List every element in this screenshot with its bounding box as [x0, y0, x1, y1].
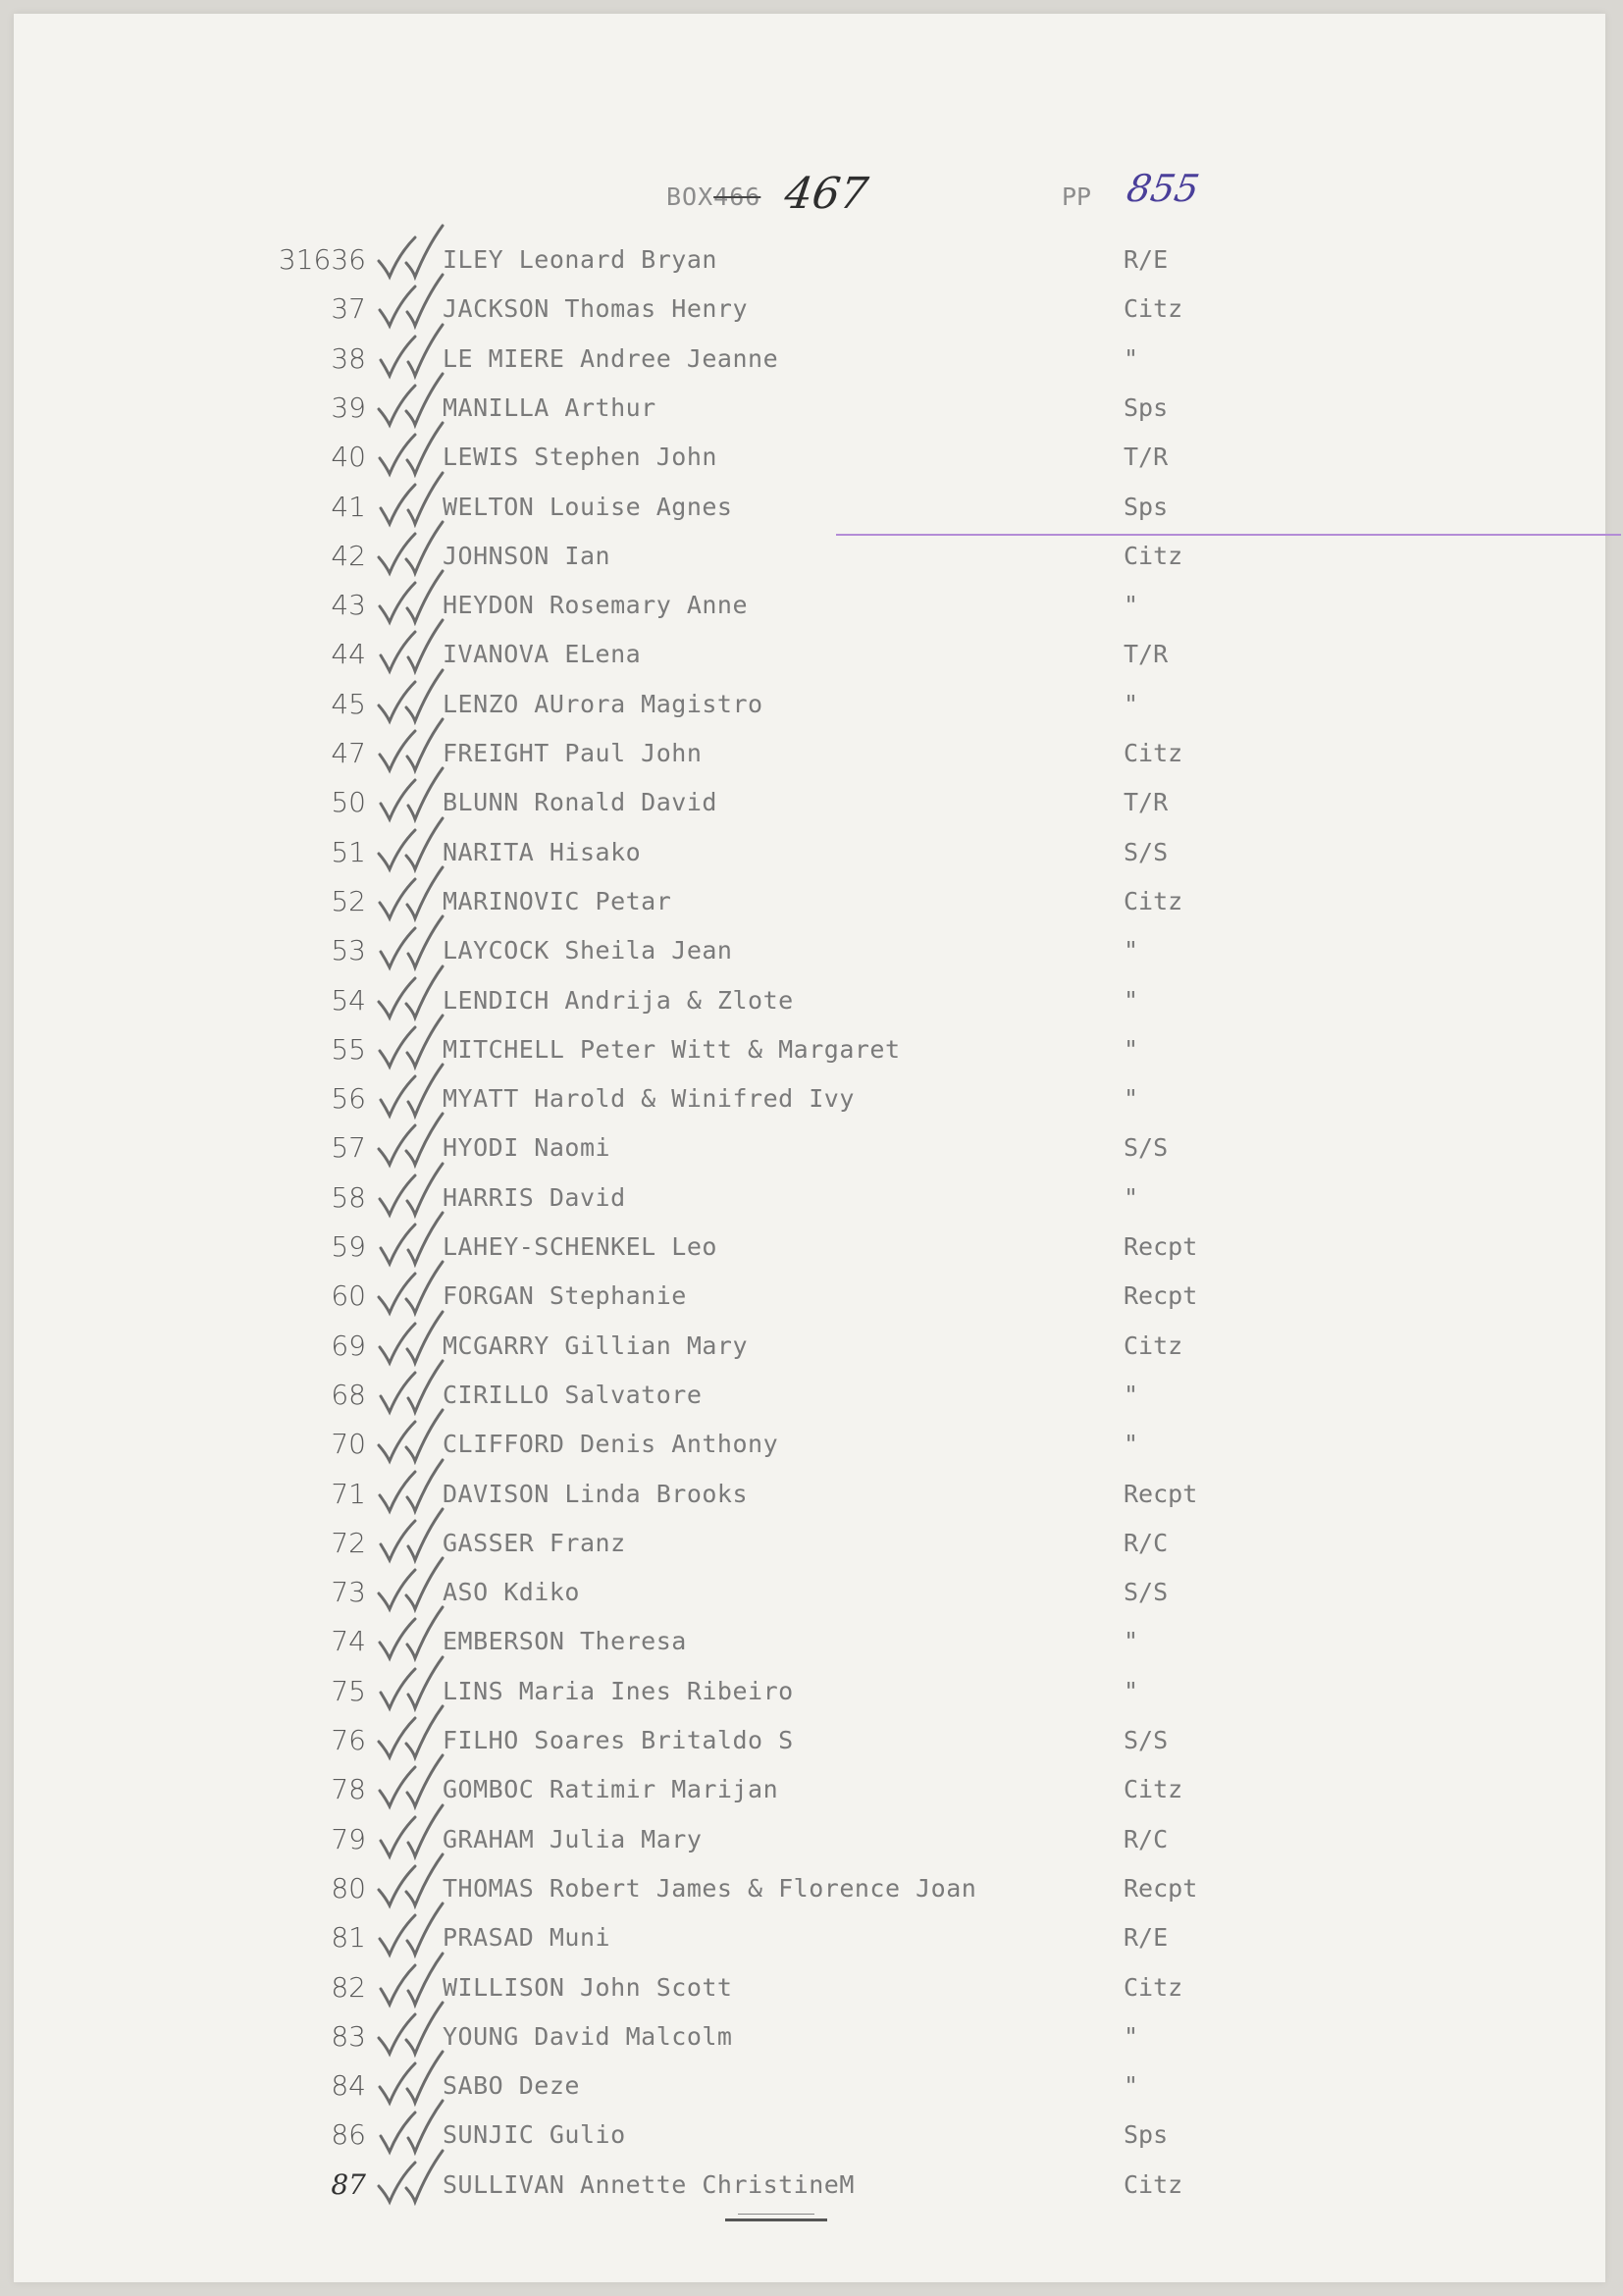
- entry-status: Citz: [1124, 2169, 1183, 2199]
- entry-name: GOMBOC Ratimir Marijan: [443, 1775, 779, 1804]
- table-row: [14, 1817, 1605, 1864]
- entry-name: IVANOVA ELena: [443, 640, 642, 669]
- entry-status: R/C: [1124, 1528, 1169, 1557]
- table-row: [14, 485, 1605, 532]
- entry-number: 53: [331, 934, 366, 967]
- entry-number: 39: [331, 391, 366, 424]
- entry-number: 55: [331, 1032, 366, 1066]
- entry-name: YOUNG David Malcolm: [443, 2021, 733, 2051]
- entry-name: LAHEY-SCHENKEL Leo: [443, 1232, 717, 1261]
- entry-status: Recpt: [1124, 1281, 1198, 1311]
- entry-number: 57: [331, 1131, 366, 1165]
- entry-status: Sps: [1124, 2120, 1169, 2150]
- table-row: [14, 1274, 1605, 1321]
- entry-number: 81: [331, 1921, 366, 1955]
- table-row: [14, 2014, 1605, 2061]
- entry-status: ": [1124, 1430, 1139, 1459]
- entry-number: 68: [331, 1378, 366, 1411]
- table-row: [14, 1125, 1605, 1173]
- entry-number: 51: [331, 835, 366, 868]
- entry-status: S/S: [1124, 837, 1169, 866]
- entry-name: GASSER Franz: [443, 1528, 626, 1557]
- box-handwritten-number: 467: [781, 169, 871, 219]
- table-row: [14, 1570, 1605, 1617]
- entry-number: 47: [331, 737, 366, 769]
- table-row: [14, 583, 1605, 630]
- entry-number: 40: [331, 441, 366, 474]
- entry-name: MANILLA Arthur: [443, 392, 656, 422]
- table-row: [14, 928, 1605, 975]
- entry-name: EMBERSON Theresa: [443, 1627, 687, 1656]
- entry-name: FREIGHT Paul John: [443, 739, 703, 767]
- entry-number: 78: [331, 1773, 366, 1806]
- entry-name: HARRIS David: [443, 1182, 626, 1212]
- table-row: [14, 1965, 1605, 2012]
- entry-number: 76: [331, 1724, 366, 1756]
- entry-name: WELTON Louise Agnes: [443, 492, 733, 521]
- entry-status: S/S: [1124, 1726, 1169, 1754]
- entry-status: ": [1124, 2021, 1139, 2051]
- table-row: [14, 879, 1605, 926]
- entry-status: ": [1124, 689, 1139, 718]
- entry-status: ": [1124, 1034, 1139, 1064]
- entry-name: FORGAN Stephanie: [443, 1281, 687, 1311]
- entry-name: BLUNN Ronald David: [443, 788, 717, 817]
- entry-number: 73: [331, 1576, 366, 1609]
- table-row: [14, 1521, 1605, 1568]
- entry-number: 56: [331, 1082, 366, 1116]
- entry-number: 72: [331, 1526, 366, 1559]
- entry-name: LE MIERE Andree Jeanne: [443, 343, 779, 373]
- entry-status: ": [1124, 1380, 1139, 1409]
- entry-status: T/R: [1124, 788, 1169, 817]
- table-row: [14, 287, 1605, 334]
- table-row: [14, 1472, 1605, 1519]
- table-row: [14, 1324, 1605, 1371]
- table-row: [14, 2163, 1605, 2210]
- table-row: [14, 1373, 1605, 1420]
- entry-number: 83: [331, 2019, 366, 2053]
- table-row: [14, 1669, 1605, 1716]
- entry-status: ": [1124, 343, 1139, 373]
- entry-status: ": [1124, 985, 1139, 1015]
- entry-number: 41: [331, 490, 366, 523]
- table-row: [14, 780, 1605, 827]
- entry-number: 60: [331, 1279, 366, 1313]
- entry-number: 80: [331, 1871, 366, 1905]
- entry-status: S/S: [1124, 1578, 1169, 1607]
- entry-status: T/R: [1124, 640, 1169, 669]
- entry-name: ILEY Leonard Bryan: [443, 245, 717, 274]
- table-row: [14, 1027, 1605, 1074]
- entry-name: MITCHELL Peter Witt & Margaret: [443, 1034, 901, 1064]
- entry-number: 43: [331, 589, 366, 622]
- table-row: [14, 337, 1605, 384]
- entry-number: 75: [331, 1674, 366, 1707]
- box-struck-number: 466: [713, 183, 761, 211]
- entry-status: ": [1124, 1182, 1139, 1212]
- entry-status: R/C: [1124, 1824, 1169, 1853]
- entry-name: SUNJIC Gulio: [443, 2120, 626, 2150]
- entry-name: LENZO AUrora Magistro: [443, 689, 763, 718]
- table-row: [14, 2063, 1605, 2111]
- table-row: [14, 632, 1605, 679]
- box-label-text: BOX: [666, 183, 714, 211]
- entry-status: ": [1124, 1676, 1139, 1705]
- entry-name: WILLISON John Scott: [443, 1972, 733, 2002]
- entry-name: GRAHAM Julia Mary: [443, 1824, 703, 1853]
- table-row: [14, 1225, 1605, 1272]
- entry-name: LAYCOCK Sheila Jean: [443, 936, 733, 965]
- entry-name: HYODI Naomi: [443, 1133, 611, 1163]
- entry-name: JOHNSON Ian: [443, 541, 611, 570]
- entry-status: Citz: [1124, 1775, 1183, 1804]
- entry-status: Citz: [1124, 1972, 1183, 2002]
- entry-number: 82: [331, 1970, 366, 2004]
- entry-number: 54: [331, 983, 366, 1017]
- entry-number: 70: [331, 1428, 366, 1461]
- table-row: [14, 731, 1605, 778]
- table-row: [14, 2113, 1605, 2160]
- table-row: [14, 1422, 1605, 1469]
- entry-name: DAVISON Linda Brooks: [443, 1479, 749, 1508]
- footer-rule-top: [738, 2214, 814, 2215]
- entry-number: 69: [331, 1329, 366, 1362]
- entry-number: 52: [331, 884, 366, 917]
- entry-name: CIRILLO Salvatore: [443, 1380, 703, 1409]
- entry-name: JACKSON Thomas Henry: [443, 294, 749, 324]
- entry-status: Citz: [1124, 541, 1183, 570]
- table-row: [14, 1866, 1605, 1913]
- entry-status: Sps: [1124, 492, 1169, 521]
- entry-name: LEWIS Stephen John: [443, 443, 717, 472]
- entry-status: Sps: [1124, 392, 1169, 422]
- entry-number: 71: [331, 1477, 366, 1510]
- entry-name: SULLIVAN Annette ChristineM: [443, 2169, 855, 2199]
- entry-status: Citz: [1124, 886, 1183, 915]
- entry-status: T/R: [1124, 443, 1169, 472]
- pp-label: PP: [1062, 183, 1092, 211]
- pp-handwritten-number: 855: [1124, 167, 1203, 210]
- table-row: [14, 978, 1605, 1025]
- table-row: [14, 237, 1605, 285]
- table-row: [14, 386, 1605, 433]
- entry-number: 31636: [278, 243, 366, 276]
- entry-name: CLIFFORD Denis Anthony: [443, 1430, 779, 1459]
- entry-status: ": [1124, 2071, 1139, 2101]
- entry-status: S/S: [1124, 1133, 1169, 1163]
- entry-status: Recpt: [1124, 1232, 1198, 1261]
- entry-name: MYATT Harold & Winifred Ivy: [443, 1084, 855, 1114]
- entry-status: ": [1124, 591, 1139, 620]
- document-page: [14, 14, 1605, 2282]
- entry-status: ": [1124, 1627, 1139, 1656]
- table-row: [14, 1767, 1605, 1814]
- entry-number: 38: [331, 341, 366, 375]
- entry-status: R/E: [1124, 1923, 1169, 1953]
- entry-name: ASO Kdiko: [443, 1578, 580, 1607]
- table-row: [14, 1718, 1605, 1765]
- entry-name: THOMAS Robert James & Florence Joan: [443, 1873, 977, 1903]
- table-row: [14, 435, 1605, 482]
- entry-name: LINS Maria Ines Ribeiro: [443, 1676, 794, 1705]
- entry-name: FILHO Soares Britaldo S: [443, 1726, 794, 1754]
- entry-status: Citz: [1124, 739, 1183, 767]
- entry-status: Recpt: [1124, 1479, 1198, 1508]
- entry-status: ": [1124, 936, 1139, 965]
- entry-name: PRASAD Muni: [443, 1923, 611, 1953]
- table-row: [14, 682, 1605, 729]
- entry-name: MCGARRY Gillian Mary: [443, 1331, 749, 1360]
- table-row: [14, 830, 1605, 877]
- entry-name: NARITA Hisako: [443, 837, 642, 866]
- entry-name: HEYDON Rosemary Anne: [443, 591, 749, 620]
- table-row: [14, 1619, 1605, 1666]
- entry-number: 86: [331, 2118, 366, 2152]
- entry-number: 79: [331, 1822, 366, 1855]
- entry-number: 42: [331, 539, 366, 572]
- entry-status: Citz: [1124, 294, 1183, 324]
- entry-status: Citz: [1124, 1331, 1183, 1360]
- entry-number: 58: [331, 1180, 366, 1214]
- table-row: [14, 1076, 1605, 1123]
- entry-number: 59: [331, 1230, 366, 1263]
- entry-number: 45: [331, 687, 366, 720]
- footer-rule: [725, 2218, 827, 2221]
- entry-status: ": [1124, 1084, 1139, 1114]
- entry-number: 50: [331, 786, 366, 819]
- entry-number: 44: [331, 638, 366, 671]
- entry-name: LENDICH Andrija & Zlote: [443, 985, 794, 1015]
- entry-status: R/E: [1124, 245, 1169, 274]
- entry-status: Recpt: [1124, 1873, 1198, 1903]
- table-row: [14, 1915, 1605, 1962]
- entry-name: MARINOVIC Petar: [443, 886, 672, 915]
- entry-number: 74: [331, 1625, 366, 1658]
- entry-number: 37: [331, 292, 366, 326]
- entry-number: 87: [331, 2167, 366, 2201]
- entry-name: SABO Deze: [443, 2071, 580, 2101]
- table-row: [14, 1175, 1605, 1223]
- table-row: [14, 534, 1605, 581]
- box-label: [666, 183, 760, 211]
- entry-number: 84: [331, 2069, 366, 2103]
